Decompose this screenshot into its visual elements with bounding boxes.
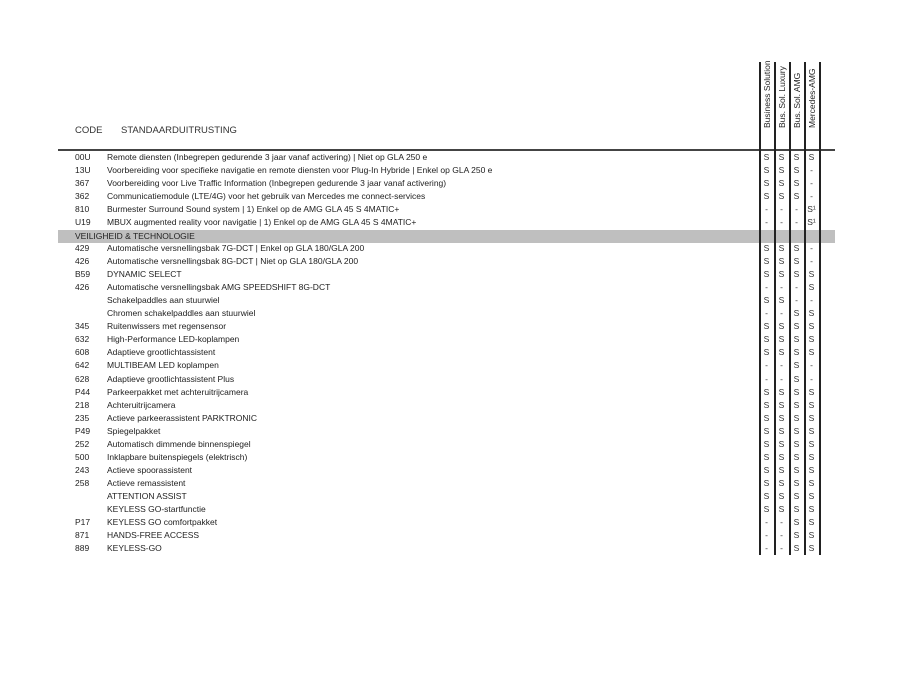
availability-cell: S: [763, 165, 770, 175]
availability-cell: -: [780, 530, 783, 540]
availability-cell: -: [795, 204, 798, 214]
table-row: [0, 542, 906, 555]
availability-cell: S: [808, 334, 815, 344]
option-description: Actieve parkeerassistent PARKTRONIC: [107, 413, 258, 423]
availability-cell: S: [793, 452, 800, 462]
availability-cell: S: [778, 387, 785, 397]
option-description: Automatische versnellingsbak 7G-DCT | Enkel op GLA 180/GLA 200: [107, 243, 365, 253]
table-row: [0, 464, 906, 477]
availability-cell: -: [780, 204, 783, 214]
option-description: Inklapbare buitenspiegels (elektrisch): [107, 452, 248, 462]
availability-cell: S: [763, 269, 770, 279]
availability-cell: -: [765, 360, 768, 370]
option-code: 642: [75, 360, 90, 370]
availability-cell: S: [793, 243, 800, 253]
option-code: 810: [75, 204, 90, 214]
option-description: MBUX augmented reality voor navigatie | 1) Enkel op de AMG GLA 45 S 4MATIC+: [107, 217, 417, 227]
option-description: Adaptieve grootlichtassistent: [107, 347, 216, 357]
availability-cell: S: [778, 256, 785, 266]
column-header-bus-sol-amg: [789, 62, 804, 138]
availability-cell: S: [808, 269, 815, 279]
availability-cell: S¹: [807, 217, 816, 227]
availability-cell: S: [808, 439, 815, 449]
availability-cell: -: [810, 295, 813, 305]
availability-cell: S: [763, 413, 770, 423]
availability-cell: -: [810, 256, 813, 266]
availability-cell: -: [795, 295, 798, 305]
option-description: Remote diensten (Inbegrepen gedurende 3 jaar vanaf activering) | Niet op GLA 250 e: [107, 152, 428, 162]
column-label: Bus. Sol. AMG: [791, 72, 802, 128]
availability-cell: S: [763, 426, 770, 436]
availability-cell: S: [793, 256, 800, 266]
option-description: Parkeerpakket met achteruitrijcamera: [107, 387, 249, 397]
table-row: [0, 203, 906, 216]
table-row: [0, 386, 906, 399]
option-code: P17: [75, 517, 91, 527]
availability-cell: S: [778, 269, 785, 279]
option-description: Communicatiemodule (LTE/4G) voor het gebruik van Mercedes me connect-services: [107, 191, 426, 201]
availability-cell: S: [808, 465, 815, 475]
availability-cell: -: [765, 374, 768, 384]
availability-cell: S: [778, 295, 785, 305]
availability-cell: S: [763, 347, 770, 357]
column-header-business-solution: [759, 62, 774, 138]
table-row: [0, 268, 906, 281]
option-description: Burmester Surround Sound system | 1) Enkel op de AMG GLA 45 S 4MATIC+: [107, 204, 400, 214]
availability-cell: S: [808, 387, 815, 397]
availability-cell: -: [810, 191, 813, 201]
availability-cell: S: [793, 504, 800, 514]
availability-cell: S: [763, 334, 770, 344]
table-row: [0, 516, 906, 529]
option-description: KEYLESS GO comfortpakket: [107, 517, 218, 527]
table-row: [0, 307, 906, 320]
availability-cell: S: [808, 530, 815, 540]
availability-cell: S: [763, 439, 770, 449]
availability-cell: S: [793, 321, 800, 331]
availability-cell: -: [795, 282, 798, 292]
option-description: High-Performance LED-koplampen: [107, 334, 240, 344]
table-row: [0, 190, 906, 203]
availability-cell: -: [780, 282, 783, 292]
table-row: [0, 503, 906, 516]
option-description: Schakelpaddles aan stuurwiel: [107, 295, 220, 305]
availability-cell: S: [778, 165, 785, 175]
table-row: [0, 477, 906, 490]
column-label: Bus. Sol. Luxury: [776, 66, 787, 128]
option-code: B59: [75, 269, 91, 279]
availability-cell: S: [778, 243, 785, 253]
availability-cell: S: [808, 517, 815, 527]
availability-cell: -: [810, 165, 813, 175]
availability-cell: S: [793, 152, 800, 162]
availability-cell: S: [778, 321, 785, 331]
availability-cell: S: [778, 426, 785, 436]
availability-cell: S: [793, 165, 800, 175]
option-code: 608: [75, 347, 90, 357]
option-code: 252: [75, 439, 90, 449]
availability-cell: S: [778, 465, 785, 475]
column-label: Business Solution: [761, 60, 772, 128]
column-divider: [804, 62, 806, 555]
option-code: 13U: [75, 165, 91, 175]
availability-cell: S: [778, 439, 785, 449]
availability-cell: -: [765, 217, 768, 227]
table-row: [0, 425, 906, 438]
column-divider: [789, 62, 791, 555]
option-code: 00U: [75, 152, 91, 162]
availability-cell: -: [810, 360, 813, 370]
availability-cell: S: [808, 400, 815, 410]
table-row: [0, 320, 906, 333]
option-code: 628: [75, 374, 90, 384]
option-description: KEYLESS GO-startfunctie: [107, 504, 206, 514]
table-row: [0, 451, 906, 464]
option-code: P49: [75, 426, 91, 436]
table-row: [0, 359, 906, 372]
availability-cell: S: [778, 491, 785, 501]
availability-cell: S: [793, 374, 800, 384]
availability-cell: -: [780, 543, 783, 553]
availability-cell: S: [793, 491, 800, 501]
availability-cell: S: [778, 178, 785, 188]
table-row: [0, 529, 906, 542]
availability-cell: S: [793, 478, 800, 488]
option-code: 235: [75, 413, 90, 423]
availability-cell: -: [780, 374, 783, 384]
option-code: 345: [75, 321, 90, 331]
table-row: [0, 216, 906, 229]
availability-cell: -: [810, 374, 813, 384]
availability-cell: -: [795, 217, 798, 227]
availability-cell: S: [778, 334, 785, 344]
availability-cell: S: [793, 334, 800, 344]
availability-cell: S: [763, 256, 770, 266]
option-code: 429: [75, 243, 90, 253]
option-code: 500: [75, 452, 90, 462]
option-description: Automatisch dimmende binnenspiegel: [107, 439, 251, 449]
availability-cell: S: [808, 426, 815, 436]
availability-cell: -: [765, 282, 768, 292]
availability-cell: -: [780, 308, 783, 318]
option-code: 889: [75, 543, 90, 553]
availability-cell: S: [763, 400, 770, 410]
header-title: STANDAARDUITRUSTING: [121, 125, 237, 136]
option-description: HANDS-FREE ACCESS: [107, 530, 200, 540]
option-code: 362: [75, 191, 90, 201]
availability-cell: -: [810, 243, 813, 253]
column-header-mercedes-amg: [804, 62, 819, 138]
table-row: [0, 438, 906, 451]
availability-cell: S: [763, 295, 770, 305]
availability-cell: S: [778, 413, 785, 423]
availability-cell: S: [808, 308, 815, 318]
option-description: DYNAMIC SELECT: [107, 269, 182, 279]
availability-cell: S: [763, 191, 770, 201]
availability-cell: S: [793, 426, 800, 436]
availability-cell: S: [808, 347, 815, 357]
availability-cell: S: [808, 452, 815, 462]
availability-cell: S: [808, 321, 815, 331]
availability-cell: S: [808, 543, 815, 553]
availability-cell: S: [793, 543, 800, 553]
availability-cell: S: [793, 360, 800, 370]
option-description: KEYLESS-GO: [107, 543, 162, 553]
column-divider: [759, 62, 761, 555]
availability-cell: -: [765, 517, 768, 527]
table-row: [0, 333, 906, 346]
availability-cell: S: [763, 178, 770, 188]
availability-cell: S: [763, 465, 770, 475]
column-divider: [819, 62, 821, 555]
option-description: Achteruitrijcamera: [107, 400, 176, 410]
availability-cell: S: [808, 413, 815, 423]
table-row: [0, 255, 906, 268]
option-description: Actieve spoorassistent: [107, 465, 193, 475]
availability-cell: S: [763, 387, 770, 397]
table-row: [0, 373, 906, 386]
availability-cell: S: [793, 439, 800, 449]
table-row: [0, 294, 906, 307]
option-code: 243: [75, 465, 90, 475]
availability-cell: S: [793, 465, 800, 475]
availability-cell: S¹: [807, 204, 816, 214]
option-description: Adaptieve grootlichtassistent Plus: [107, 374, 235, 384]
availability-cell: S: [808, 152, 815, 162]
availability-cell: S: [793, 413, 800, 423]
availability-cell: S: [763, 243, 770, 253]
table-row: [0, 242, 906, 255]
availability-cell: -: [765, 543, 768, 553]
availability-cell: -: [765, 204, 768, 214]
availability-cell: S: [778, 347, 785, 357]
availability-cell: S: [793, 191, 800, 201]
option-description: Voorbereiding voor specifieke navigatie en remote diensten voor Plug-In Hybride | Enkel op GLA 250 e: [107, 165, 493, 175]
option-description: Chromen schakelpaddles aan stuurwiel: [107, 308, 256, 318]
availability-cell: S: [763, 321, 770, 331]
availability-cell: S: [763, 504, 770, 514]
availability-cell: S: [763, 452, 770, 462]
option-code: 632: [75, 334, 90, 344]
table-row: [0, 412, 906, 425]
table-row: [0, 281, 906, 294]
availability-cell: -: [780, 517, 783, 527]
table-row: [0, 346, 906, 359]
availability-cell: S: [763, 152, 770, 162]
availability-cell: S: [793, 347, 800, 357]
header-code-label: CODE: [75, 125, 103, 136]
availability-cell: S: [793, 269, 800, 279]
option-description: ATTENTION ASSIST: [107, 491, 187, 501]
availability-cell: -: [765, 530, 768, 540]
availability-cell: S: [808, 491, 815, 501]
availability-cell: S: [793, 400, 800, 410]
availability-cell: S: [793, 178, 800, 188]
availability-cell: S: [778, 400, 785, 410]
column-header-bus-sol-luxury: [774, 62, 789, 138]
table-row: [0, 151, 906, 164]
availability-cell: S: [778, 478, 785, 488]
table-row: [0, 399, 906, 412]
option-description: Voorbereiding voor Live Traffic Information (Inbegrepen gedurende 3 jaar vanaf activering): [107, 178, 447, 188]
availability-cell: S: [778, 191, 785, 201]
option-code: 426: [75, 282, 90, 292]
section-label: VEILIGHEID & TECHNOLOGIE: [75, 231, 195, 241]
availability-cell: S: [793, 387, 800, 397]
option-description: Spiegelpakket: [107, 426, 161, 436]
option-code: U19: [75, 217, 91, 227]
option-description: Actieve remassistent: [107, 478, 186, 488]
availability-cell: S: [793, 530, 800, 540]
option-description: MULTIBEAM LED koplampen: [107, 360, 219, 370]
option-description: Automatische versnellingsbak AMG SPEEDSHIFT 8G-DCT: [107, 282, 331, 292]
availability-cell: S: [763, 491, 770, 501]
availability-cell: S: [808, 504, 815, 514]
availability-cell: S: [778, 452, 785, 462]
option-description: Ruitenwissers met regensensor: [107, 321, 227, 331]
option-code: P44: [75, 387, 91, 397]
option-code: 258: [75, 478, 90, 488]
availability-cell: S: [778, 152, 785, 162]
option-code: 426: [75, 256, 90, 266]
availability-cell: S: [763, 478, 770, 488]
option-code: 218: [75, 400, 90, 410]
option-description: Automatische versnellingsbak 8G-DCT | Niet op GLA 180/GLA 200: [107, 256, 359, 266]
availability-cell: S: [793, 308, 800, 318]
table-row: [0, 164, 906, 177]
column-label: Mercedes-AMG: [806, 68, 817, 128]
availability-cell: S: [808, 478, 815, 488]
table-row: [0, 490, 906, 503]
availability-cell: -: [780, 360, 783, 370]
availability-cell: S: [778, 504, 785, 514]
availability-cell: -: [810, 178, 813, 188]
availability-cell: S: [808, 282, 815, 292]
table-row: [0, 177, 906, 190]
availability-cell: -: [780, 217, 783, 227]
option-code: 871: [75, 530, 90, 540]
availability-cell: S: [793, 517, 800, 527]
option-code: 367: [75, 178, 90, 188]
availability-cell: -: [765, 308, 768, 318]
column-divider: [774, 62, 776, 555]
